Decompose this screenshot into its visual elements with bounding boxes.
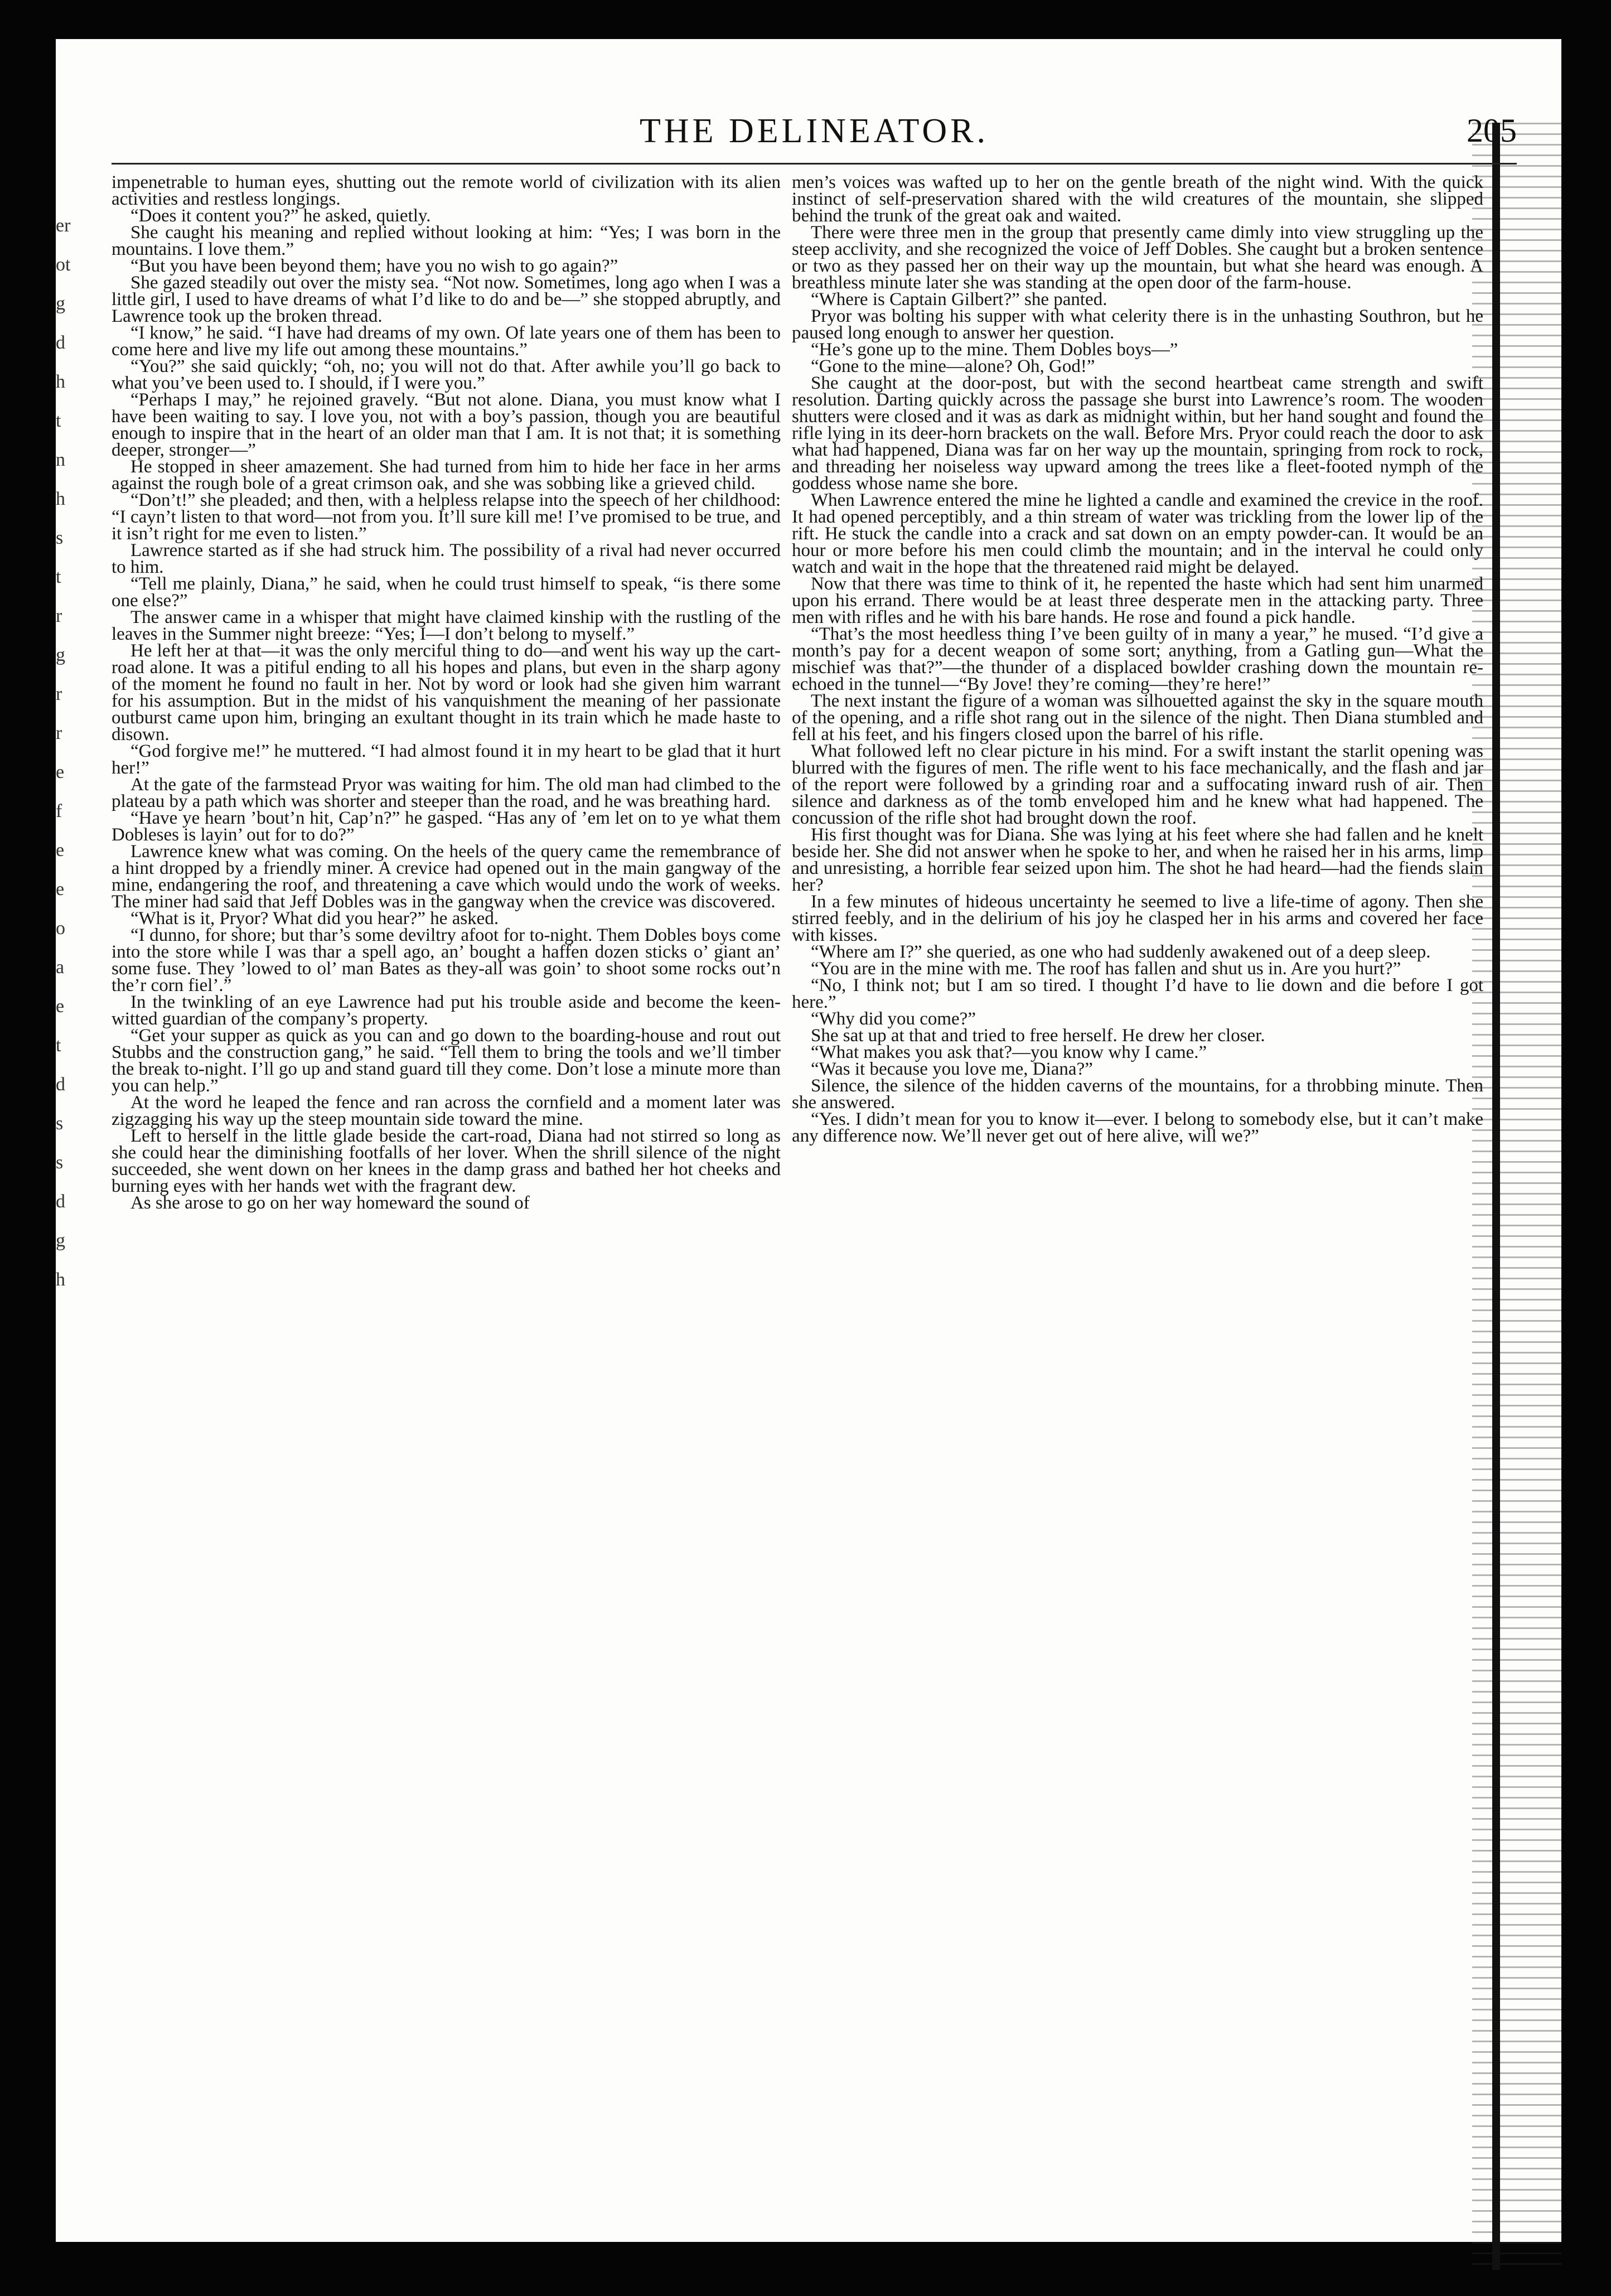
paragraph: The next instant the figure of a woman was silhouetted against the sky in the square mouth of the opening, and a rifle shot rang out in the silence of the night. Then Diana stumbled and fell at his feet, and his fingers closed upon the barrel of his rifle. [792, 691, 1483, 745]
margin-fragment: h [56, 371, 65, 392]
margin-fragment: g [56, 1230, 65, 1251]
paragraph: He left her at that—it was the only merciful thing to do—and went his way up the cart-road alone. It was a pitiful ending to all his hopes and plans, but even in the sharp agony of the moment he found no fault in her. Not by word or look had she given him warrant for his assumption. But in the midst of his vanquishment the meaning of her passionate outburst came upon him, bringing an exultant thought in its train which he made haste to disown. [112, 641, 781, 745]
paragraph: “No, I think not; but I am so tired. I thought I’d have to lie down and die before I got here.” [792, 975, 1483, 1012]
paragraph: She sat up at that and tried to free herself. He drew her closer. [811, 1026, 1265, 1046]
paragraph: He stopped in sheer amazement. She had turned from him to hide her face in her arms against the rough bole of a great crimson oak, and she was sobbing like a grieved child. [112, 457, 781, 494]
paragraph: She gazed steadily out over the misty sea. “Not now. Sometimes, long ago when I was a little girl, I used to have dreams of what I’d like to do and be—” she stopped abruptly, and Lawrence took up the broken thread. [112, 273, 781, 326]
margin-fragment: a [56, 957, 65, 978]
paragraph: In a few minutes of hideous uncertainty he seemed to live a life-time of agony. Then she stirred feebly, and in the delirium of his joy he clasped her in his arms and covered her face with kisses. [792, 892, 1483, 945]
paragraph: “I dunno, for shore; but thar’s some deviltry afoot for to-night. Them Dobles boys come into the store while I was thar a spell ago, an’ bought a haffen dozen sticks o’ giant an’ some fuse. They ’lowed to ol’ man Bates as they-all was goin’ to shoot some rocks out’n the’r corn fiel’.” [112, 925, 781, 995]
paragraph: “I know,” he said. “I have had dreams of my own. Of late years one of them has been to come here and live my life out among these mountains.” [112, 323, 781, 360]
margin-fragment: ot [56, 254, 71, 275]
paragraph: Lawrence started as if she had struck him. The possibility of a rival had never occurred to him. [112, 540, 781, 577]
paragraph: At the word he leaped the fence and ran across the cornfield and a moment later was zigzagging his way up the steep mountain side toward the mine. [112, 1093, 781, 1129]
running-header [112, 112, 1517, 162]
scan-right-edge [1561, 0, 1611, 2296]
paragraph: As she arose to go on her way homeward the sound of [130, 1193, 530, 1213]
margin-fragment: g [56, 645, 65, 665]
page-number: 205 [1467, 112, 1517, 149]
margin-fragment: g [56, 293, 65, 314]
paragraph: Pryor was bolting his supper with what celerity there is in the unhasting Southron, but he paused long enough to answer her question. [792, 306, 1483, 343]
margin-fragment: n [56, 449, 65, 470]
paragraph: What followed left no clear picture in his mind. For a swift instant the starlit opening was blurred with the figures of men. The rifle went to his face mechanically, and the flash and jar of the report were followed by a grinding roar and a suffocating inward rush of air. Then silence and darkness as of the tomb enveloped him and he knew what had happened. The concussion of the rifle shot had brought down the roof. [792, 741, 1483, 828]
margin-fragment: t [56, 410, 61, 431]
margin-fragment: d [56, 1191, 65, 1212]
paragraph: “Yes. I didn’t mean for you to know it—ever. I belong to somebody else, but it can’t make any difference now. We’ll never get out of here alive, will we?” [792, 1109, 1483, 1146]
paragraph: “Gone to the mine—alone? Oh, God!” [811, 356, 1095, 376]
margin-fragment: r [56, 684, 62, 704]
margin-fragment: h [56, 1269, 65, 1290]
paragraph: “That’s the most heedless thing I’ve been guilty of in many a year,” he mused. “I’d give a month’s pay for a decent weapon of some sort; anything, from a Gatling gun—What the mischief was that?”—the thunder of a displaced bowlder crashing down the mountain re-echoed in the tunnel—“By Jove! they’re coming—they’re here!” [792, 624, 1483, 694]
margin-fragment: t [56, 1035, 61, 1056]
header-rule [112, 163, 1517, 165]
paragraph: In the twinkling of an eye Lawrence had put his trouble aside and become the keen-witted guardian of the company’s property. [112, 992, 781, 1029]
margin-fragment: r [56, 606, 62, 626]
paragraph: “Have ye hearn ’bout’n hit, Cap’n?” he gasped. “Has any of ’em let on to ye what them Dobleses is layin’ out for to do?” [112, 808, 781, 845]
paragraph: There were three men in the group that presently came dimly into view struggling up the steep acclivity, and she recognized the voice of Jeff Dobles. She caught but a broken sentence or two as they passed her on their way up the mountain, but what she heard was enough. A breathless minute later she was standing at the open door of the farm-house. [792, 223, 1483, 293]
paragraph: “What is it, Pryor? What did you hear?” he asked. [130, 908, 499, 929]
left-text-column [112, 174, 781, 1211]
scan-left-edge [0, 0, 56, 2296]
paragraph: She caught at the door-post, but with the second heartbeat came strength and swift resolution. Darting quickly across the passage she burst into Lawrence’s room. The wooden shutters were closed and it was as dark as midnight within, but her hand sought and found the rifle lying in its deer-horn brackets on the wall. Before Mrs. Pryor could reach the door to ask what had happened, Diana was far on her way up the mountain, springing from rock to rock, and threading her noiseless way upward among the trees like a fleet-footed nymph of the goddess whose name she bore. [792, 373, 1483, 494]
margin-fragment: s [56, 1113, 64, 1134]
paragraph: “He’s gone up to the mine. Them Dobles boys—” [811, 340, 1178, 360]
margin-fragment: s [56, 1152, 64, 1173]
paragraph: “Don’t!” she pleaded; and then, with a helpless relapse into the speech of her childhood: “I cayn’t listen to that word—not from you. It’ll sure kill me! I’ve promised to be true, and it isn’t right for me even to listen.” [112, 490, 781, 544]
masthead-title: THE DELINEATOR. [639, 112, 989, 150]
adjacent-page-margin-fragments [56, 206, 89, 1879]
paragraph: “Perhaps I may,” he rejoined gravely. “But not alone. Diana, you must know what I have been waiting to say. I love you, not with a boy’s passion, though you are beautiful enough to inspire that in the heart of an older man that I am. It is not that; it is something deeper, stronger—” [112, 390, 781, 460]
binding-edge [1492, 123, 1500, 2270]
margin-fragment: d [56, 1074, 65, 1095]
right-text-column [792, 174, 1483, 1144]
paragraph: Lawrence knew what was coming. On the heels of the query came the remembrance of a hint dropped by a friendly miner. A crevice had opened out in the main gangway of the mine, endangering the roof, and threatening a cave which would undo the work of weeks. The miner had said that Jeff Dobles was in the gangway when the crevice was discovered. [112, 842, 781, 912]
paragraph: “You?” she said quickly; “oh, no; you will not do that. After awhile you’ll go back to what you’ve been used to. I should, if I were you.” [112, 356, 781, 393]
paragraph: “Does it content you?” he asked, quietly. [130, 206, 431, 226]
margin-fragment: e [56, 840, 65, 861]
binding-shadow [1472, 123, 1561, 2270]
paragraph: “Where am I?” she queried, as one who had suddenly awakened out of a deep sleep. [811, 942, 1431, 962]
margin-fragment: e [56, 996, 65, 1017]
paragraph: She caught his meaning and replied without looking at him: “Yes; I was born in the mountains. I love them.” [112, 223, 781, 259]
paragraph: “Why did you come?” [811, 1009, 976, 1029]
margin-fragment: d [56, 332, 65, 353]
paragraph: At the gate of the farmstead Pryor was waiting for him. The old man had climbed to the plateau by a path which was shorter and steeper than the road, and he was breathing hard. [112, 775, 781, 811]
margin-fragment: e [56, 879, 65, 900]
paragraph: The answer came in a whisper that might have claimed kinship with the rustling of the leaves in the Summer night breeze: “Yes; I—I don’t belong to myself.” [112, 607, 781, 644]
paragraph: “You are in the mine with me. The roof has fallen and shut us in. Are you hurt?” [811, 959, 1401, 979]
scan-top-edge [0, 0, 1611, 39]
paragraph: “But you have been beyond them; have you no wish to go again?” [130, 256, 618, 276]
margin-fragment: t [56, 567, 61, 587]
paragraph: His first thought was for Diana. She was lying at his feet where she had fallen and he knelt beside her. She did not answer when he spoke to her, and when he raised her in his arms, limp and unresisting, a horrible fear seized upon him. The shot he had heard—had the fiends slain her? [792, 825, 1483, 895]
paragraph: impenetrable to human eyes, shutting out the remote world of civilization with its alien activities and restless longings. [112, 172, 781, 209]
paragraph: Silence, the silence of the hidden caverns of the mountains, for a throbbing minute. Then she answered. [792, 1076, 1483, 1113]
margin-fragment: r [56, 723, 62, 743]
paragraph: “God forgive me!” he muttered. “I had almost found it in my heart to be glad that it hurt her!” [112, 741, 781, 778]
paragraph: “What makes you ask that?—you know why I came.” [811, 1042, 1207, 1062]
paragraph: “Get your supper as quick as you can and go down to the boarding-house and rout out Stubbs and the construction gang,” he said. “Tell them to bring the tools and we’ll timber the break to-night. I’ll go up and stand guard till they come. Don’t lose a minute more than you can help.” [112, 1026, 781, 1096]
paragraph: Left to herself in the little glade beside the cart-road, Diana had not stirred so long as she could hear the diminishing footfalls of her lover. When the shrill silence of the night succeeded, she went down on her knees in the damp grass and bathed her hot cheeks and burning eyes with her hands wet with the fragrant dew. [112, 1126, 781, 1196]
margin-fragment: er [56, 215, 71, 236]
paragraph: men’s voices was wafted up to her on the gentle breath of the night wind. With the quick instinct of self-preservation shared with the wild creatures of the mountain, she slipped behind the trunk of the great oak and waited. [792, 172, 1483, 226]
margin-fragment: s [56, 528, 64, 548]
paragraph: “Where is Captain Gilbert?” she panted. [811, 289, 1107, 310]
paragraph: “Was it because you love me, Diana?” [811, 1059, 1093, 1079]
paragraph: “Tell me plainly, Diana,” he said, when he could trust himself to speak, “is there some one else?” [112, 574, 781, 611]
paragraph: When Lawrence entered the mine he lighted a candle and examined the crevice in the roof. It had opened perceptibly, and a thin stream of water was trickling from the lower lip of the rift. He stuck the candle into a crack and sat down on an empty powder-can. It would be an hour or more before his men could climb the mountain; and in the interval he could only watch and wait in the hope that the threatened raid might be delayed. [792, 490, 1483, 577]
margin-fragment: h [56, 489, 65, 509]
margin-fragment: o [56, 918, 65, 939]
margin-fragment: f [56, 801, 62, 821]
scan-bottom-edge [0, 2242, 1611, 2296]
paragraph: Now that there was time to think of it, he repented the haste which had sent him unarmed upon his errand. There would be at least three desperate men in the attacking party. Three men with rifles and he with his bare hands. He rose and found a pick handle. [792, 574, 1483, 627]
margin-fragment: e [56, 762, 65, 782]
